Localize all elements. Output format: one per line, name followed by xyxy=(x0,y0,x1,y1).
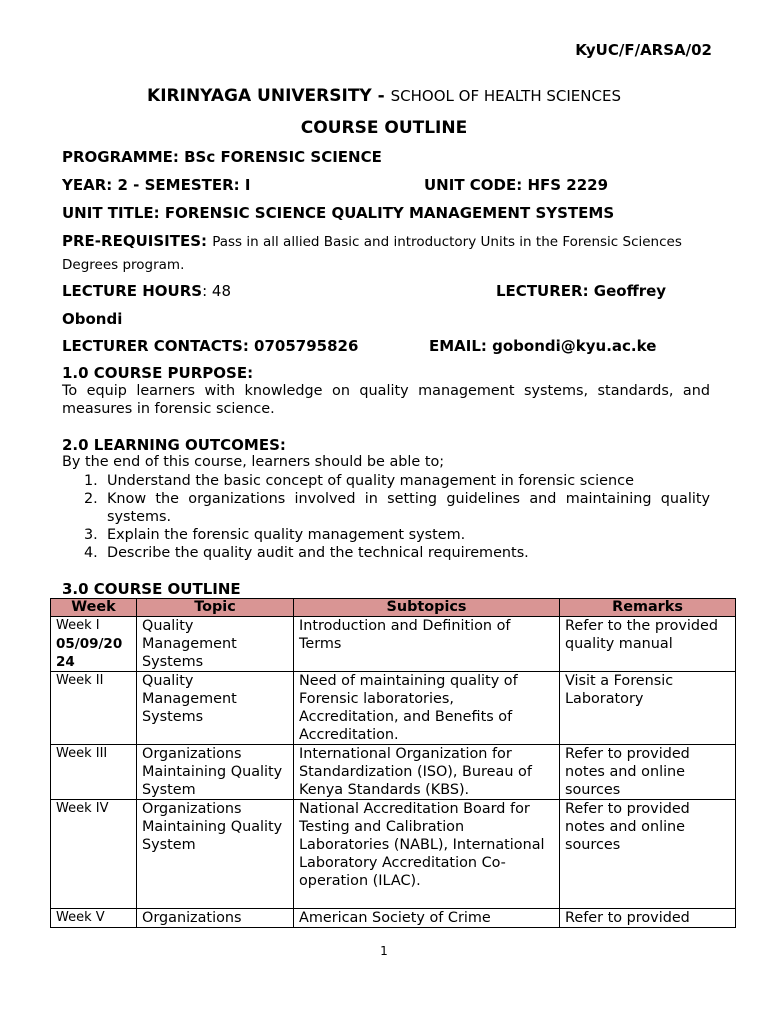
list-item-text: Describe the quality audit and the technical requirements. xyxy=(107,545,529,561)
topic-cell: Quality Management Systems xyxy=(137,672,294,745)
remarks-cell: Visit a Forensic Laboratory xyxy=(560,672,736,745)
subtopics-cell: American Society of Crime xyxy=(294,909,560,928)
week-cell: Week V xyxy=(51,909,137,928)
year-semester-line: YEAR: 2 - SEMESTER: I xyxy=(62,176,251,194)
lecturer-contacts-line: LECTURER CONTACTS: 0705795826 xyxy=(62,337,359,355)
unit-title-line: UNIT TITLE: FORENSIC SCIENCE QUALITY MANAGEMENT SYSTEMS xyxy=(62,204,615,222)
university-heading xyxy=(0,86,768,106)
week-cell: Week IV xyxy=(51,800,137,909)
table-row xyxy=(51,672,736,745)
page-number: 1 xyxy=(380,944,388,958)
subtopics-cell: Introduction and Definition of Terms xyxy=(294,617,560,672)
programme-line: PROGRAMME: BSc FORENSIC SCIENCE xyxy=(62,148,382,166)
lecturer-name-cont: Obondi xyxy=(62,310,123,328)
learning-outcomes-heading: 2.0 LEARNING OUTCOMES: xyxy=(62,436,286,454)
topic-cell: Organizations Maintaining Quality System xyxy=(137,745,294,800)
subtopics-cell: National Accreditation Board for Testing and Calibration Laboratories (NABL), International Laboratory Accreditation Co-operation (ILAC). xyxy=(294,800,560,909)
column-header-remarks: Remarks xyxy=(560,599,736,617)
course-outline-table xyxy=(50,598,736,928)
list-item-text: Explain the forensic quality management system. xyxy=(107,527,466,543)
prerequisites-label: PRE-REQUISITES: xyxy=(62,232,213,250)
table-row xyxy=(51,800,736,909)
subtopics-cell: International Organization for Standardization (ISO), Bureau of Kenya Standards (KBS). xyxy=(294,745,560,800)
learning-outcomes-intro: By the end of this course, learners should be able to; xyxy=(62,454,445,470)
subtopics-cell: Need of maintaining quality of Forensic laboratories, Accreditation, and Benefits of Accreditation. xyxy=(294,672,560,745)
topic-cell: Organizations Maintaining Quality System xyxy=(137,800,294,909)
list-item-number: 4. xyxy=(84,545,98,561)
list-item xyxy=(84,472,710,490)
list-item xyxy=(84,490,710,526)
list-item xyxy=(84,526,710,544)
table-row xyxy=(51,617,736,672)
list-item-number: 1. xyxy=(84,473,98,489)
column-header-subtopics: Subtopics xyxy=(294,599,560,617)
lecture-hours-label: LECTURE HOURS xyxy=(62,282,203,300)
topic-cell: Organizations xyxy=(137,909,294,928)
list-item-text: Know the organizations involved in setting guidelines and maintaining quality systems. xyxy=(107,491,710,525)
list-item xyxy=(84,544,710,562)
document-code: KyUC/F/ARSA/02 xyxy=(575,41,712,59)
lecture-hours-value: : 48 xyxy=(202,282,232,300)
course-purpose-text: To equip learners with knowledge on quality management systems, standards, and measures in forensic science. xyxy=(62,383,710,417)
page-title: COURSE OUTLINE xyxy=(300,118,468,138)
remarks-cell: Refer to the provided quality manual xyxy=(560,617,736,672)
list-item-number: 3. xyxy=(84,527,98,543)
remarks-cell: Refer to provided notes and online sources xyxy=(560,800,736,909)
university-name: KIRINYAGA UNIVERSITY - xyxy=(147,86,391,106)
lecturer-line: LECTURER: Geoffrey xyxy=(496,282,667,300)
table-row xyxy=(51,909,736,928)
prerequisites-line xyxy=(62,232,682,250)
learning-outcomes-list xyxy=(84,472,710,562)
column-header-week: Week xyxy=(51,599,137,617)
prerequisites-text: Pass in all allied Basic and introductory Units in the Forensic Sciences xyxy=(212,234,682,250)
list-item-number: 2. xyxy=(84,491,98,507)
column-header-topic: Topic xyxy=(137,599,294,617)
school-name: SCHOOL OF HEALTH SCIENCES xyxy=(390,87,621,105)
week-date: 05/09/20 24 xyxy=(56,636,123,670)
lecture-hours-line xyxy=(62,282,231,300)
table-row xyxy=(51,745,736,800)
week-cell xyxy=(51,617,137,672)
topic-cell: Quality Management Systems xyxy=(137,617,294,672)
prerequisites-text-cont: Degrees program. xyxy=(62,257,185,273)
week-label: Week I xyxy=(56,618,100,633)
week-cell: Week II xyxy=(51,672,137,745)
course-outline-heading: 3.0 COURSE OUTLINE xyxy=(62,580,241,598)
course-purpose-heading: 1.0 COURSE PURPOSE: xyxy=(62,364,254,382)
email-line: EMAIL: gobondi@kyu.ac.ke xyxy=(429,337,657,355)
remarks-cell: Refer to provided notes and online sources xyxy=(560,745,736,800)
week-cell: Week III xyxy=(51,745,137,800)
remarks-cell: Refer to provided xyxy=(560,909,736,928)
table-header-row xyxy=(51,599,736,617)
list-item-text: Understand the basic concept of quality management in forensic science xyxy=(107,473,634,489)
unit-code-line: UNIT CODE: HFS 2229 xyxy=(424,176,609,194)
